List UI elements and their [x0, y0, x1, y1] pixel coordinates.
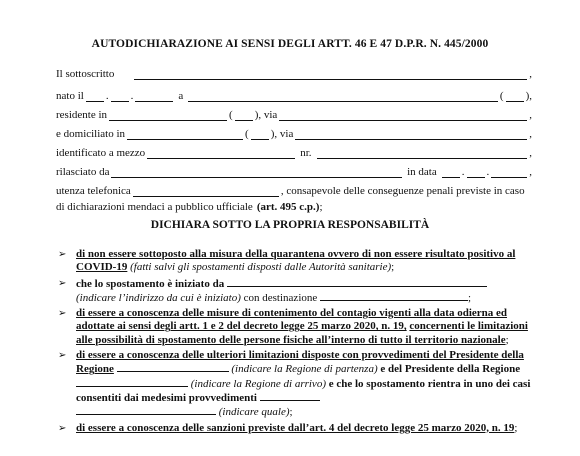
field-birth-month[interactable] [111, 91, 129, 102]
field-birth-place[interactable] [188, 91, 498, 102]
list-item: ➢ che lo spostamento è iniziato da (indicare l’indirizzo da cui è iniziato) con destinazione ; [56, 277, 532, 306]
list-item: ➢ di non essere sottoposto alla misura della quarantena ovvero di non essere risultato positivo al COVID-19 (fatti salvi gli spostamenti disposti dalle Autorità sanitarie); [58, 248, 516, 274]
label-utenza: utenza telefonica [56, 185, 131, 197]
field-provision[interactable] [260, 391, 320, 401]
label-sottoscritto: Il sottoscritto [56, 68, 115, 80]
arrow-bullet-icon: ➢ [58, 422, 67, 434]
field-id-document[interactable] [147, 148, 295, 159]
label-rilasciato: rilasciato da [56, 166, 110, 178]
line-nato: nato il . . a ( ), [56, 90, 532, 102]
arrow-bullet-icon: ➢ [58, 249, 67, 260]
field-issued-by[interactable] [111, 167, 402, 178]
declaration-regional: di essere a conoscenza delle ulteriori limitazioni disposte con provvedimenti del Presidente della Regione [76, 349, 524, 376]
field-id-number[interactable] [317, 148, 528, 159]
label-domiciliato: e domiciliato in [56, 128, 126, 140]
declaration-quarantine: di non essere sottoposto alla misura della quarantena ovvero di non essere risultato positivo al COVID-19 [76, 248, 516, 274]
label-in-data: in data [407, 166, 437, 178]
list-item: ➢ di essere a conoscenza delle misure di contenimento del contagio vigenti alla data odierna ed adottate ai sensi degli artt. 1 e 2 del decreto legge 25 marzo 2020, n. 19, concernenti le limitazioni alle possibilità di spostamento delle persone fisiche all’interno di tutto il territorio nazionale; [58, 307, 528, 346]
field-phone[interactable] [133, 186, 279, 197]
field-region-arrival[interactable] [76, 377, 188, 387]
declaration-measures: di essere a conoscenza delle misure di contenimento del contagio vigenti alla data odierna ed adottate ai sensi degli artt. 1 e 2 del decreto legge 25 marzo 2020, n. 19, [76, 307, 508, 333]
line-rilasciato: rilasciato da in data . . , [56, 166, 532, 178]
field-residence-street[interactable] [279, 110, 527, 121]
field-name[interactable] [134, 69, 527, 80]
label-nr: nr. [300, 147, 312, 159]
field-start-address[interactable] [227, 277, 487, 287]
field-issue-month[interactable] [467, 167, 485, 178]
field-residence-city[interactable] [109, 110, 227, 121]
line-identificato: identificato a mezzo nr. , [56, 147, 532, 159]
field-domicile-province[interactable] [251, 129, 269, 140]
field-residence-province[interactable] [235, 110, 253, 121]
label-consapevole: , consapevole delle conseguenze penali previste in caso [280, 185, 525, 197]
declaration-start: che lo spostamento è iniziato da [76, 277, 225, 290]
label-identificato: identificato a mezzo [56, 147, 146, 159]
field-destination[interactable] [320, 291, 468, 301]
declaration-list [56, 248, 532, 437]
line-residente: residente in ( ), via , [56, 109, 532, 121]
label-a: a [178, 90, 184, 102]
field-birth-province[interactable] [506, 91, 524, 102]
field-domicile-city[interactable] [127, 129, 243, 140]
field-birth-day[interactable] [86, 91, 104, 102]
field-issue-day[interactable] [442, 167, 460, 178]
arrow-bullet-icon: ➢ [58, 350, 67, 362]
label-residente: residente in [56, 109, 108, 121]
label-via-2: ), via [270, 128, 294, 140]
label-art495: (art. 495 c.p.) [256, 201, 320, 213]
declaration-sanctions: di essere a conoscenza delle sanzioni previste dall’art. 4 del decreto legge 25 marzo 2020, n. 19 [76, 421, 515, 434]
arrow-bullet-icon: ➢ [58, 277, 67, 289]
label-via-1: ), via [254, 109, 278, 121]
list-item: ➢ di essere a conoscenza delle sanzioni previste dall’art. 4 del decreto legge 25 marzo 2020, n. 19; [58, 421, 518, 434]
line-domiciliato: e domiciliato in ( ), via , [56, 128, 532, 140]
field-provision-cont[interactable] [76, 405, 216, 415]
document-title: AUTODICHIARAZIONE AI SENSI DEGLI ARTT. 46 E 47 D.P.R. N. 445/2000 [91, 38, 489, 50]
label-dichiarazioni: di dichiarazioni mendaci a pubblico ufficiale [56, 201, 253, 213]
line-sottoscritto: Il sottoscritto , [56, 68, 532, 80]
line-utenza [56, 183, 532, 197]
field-region-departure[interactable] [117, 362, 229, 372]
list-item: ➢ di essere a conoscenza delle ulteriori limitazioni disposte con provvedimenti del Presidente della Regione (indicare la Regione di partenza) e del Presidente della Regione (indicare la Regione di arrivo) e che lo spostamento rientra in uno dei casi consentiti dai medesimi provvedimenti (indicare quale); [58, 349, 531, 419]
field-domicile-street[interactable] [295, 129, 527, 140]
section-heading: DICHIARA SOTTO LA PROPRIA RESPONSABILITÀ [150, 219, 430, 231]
field-birth-year[interactable] [135, 91, 173, 102]
arrow-bullet-icon: ➢ [58, 308, 67, 320]
field-issue-year[interactable] [491, 167, 527, 178]
label-nato-il: nato il [56, 90, 84, 102]
line-dichiarazioni: di dichiarazioni mendaci a pubblico ufficiale (art. 495 c.p.) ; [56, 201, 323, 213]
